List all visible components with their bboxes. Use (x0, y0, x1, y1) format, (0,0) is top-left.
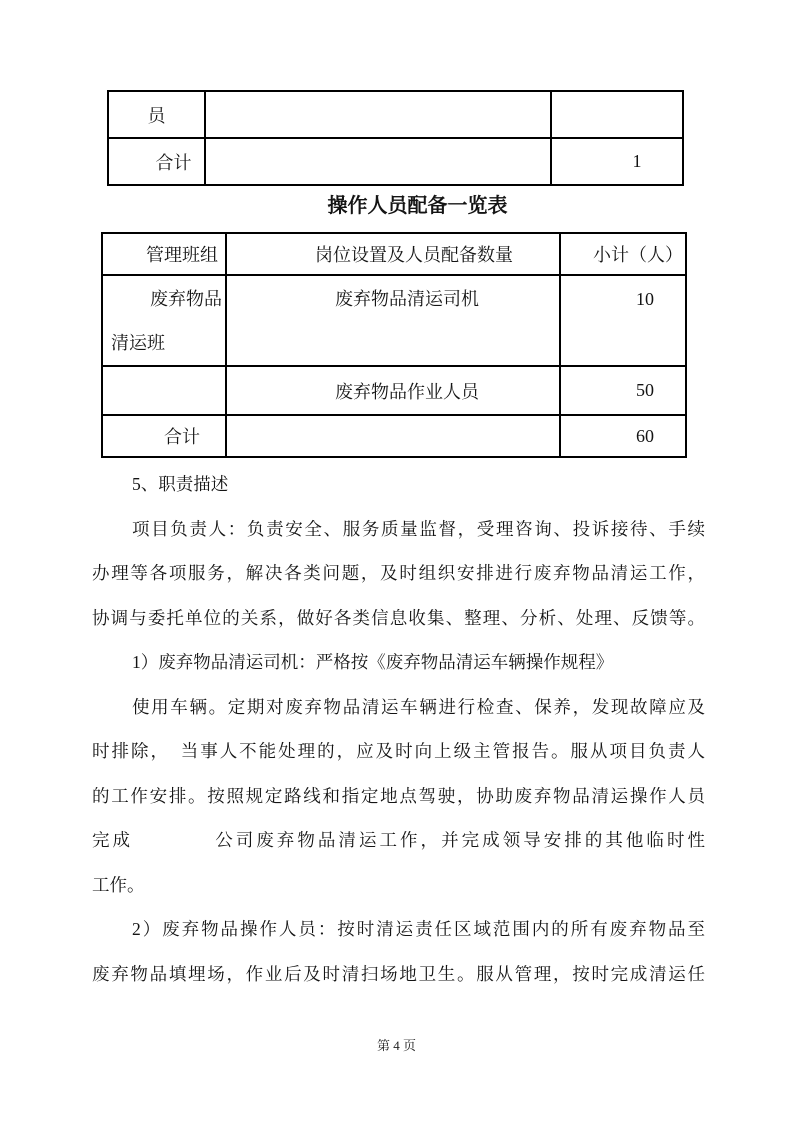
header-positions: 岗位设置及人员配备数量 (226, 233, 560, 275)
team-name-line-1: 废弃物品 (150, 289, 222, 309)
cell-count-worker: 50 (560, 366, 686, 415)
cell-total-empty (226, 415, 560, 457)
body-text (92, 462, 705, 996)
table-row (108, 138, 683, 185)
cell-total-detail (205, 138, 551, 185)
header-team: 管理班组 (102, 233, 226, 275)
table-row (102, 415, 686, 457)
paragraph-line: 2）废弃物品操作人员：按时清运责任区域范围内的所有废弃物品至 (132, 919, 705, 939)
cell-role-count (551, 91, 683, 138)
cell-role-label: 员 (108, 91, 205, 138)
paragraph-line: 的工作安排。按照规定路线和指定地点驾驶，协助废弃物品清运操作人员 (92, 785, 705, 806)
paragraph-line: 1）废弃物品清运司机：严格按《废弃物品清运车辆操作规程》 (132, 652, 614, 672)
cell-role-detail (205, 91, 551, 138)
page-number: 第 4 页 (376, 1038, 416, 1053)
table-row (102, 366, 686, 415)
paragraph-line: 完成 公司废弃物品清运工作，并完成领导安排的其他临时性 (92, 830, 705, 850)
management-staff-table (107, 90, 684, 186)
cell-total-label: 合计 (102, 415, 226, 457)
cell-count-driver: 10 (560, 275, 686, 366)
paragraph-line: 项目负责人：负责安全、服务质量监督，受理咨询、投诉接待、手续 (132, 518, 705, 539)
cell-total-count: 60 (560, 415, 686, 457)
cell-position-driver: 废弃物品清运司机 (226, 275, 560, 366)
heading-duties: 5、职责描述 (132, 474, 229, 494)
paragraph-line: 时排除， 当事人不能处理的，应及时向上级主管报告。服从项目负责人 (92, 741, 705, 761)
paragraph-line: 废弃物品填埋场，作业后及时清扫场地卫生。服从管理，按时完成清运任 (92, 963, 705, 984)
paragraph-line: 协调与委托单位的关系，做好各类信息收集、整理、分析、处理、反馈等。 (92, 607, 705, 628)
table-header-row (102, 233, 686, 275)
paragraph-line: 办理等各项服务，解决各类问题，及时组织安排进行废弃物品清运工作， (92, 563, 705, 583)
header-subtotal: 小计（人） (560, 233, 686, 275)
paragraph-line: 使用车辆。定期对废弃物品清运车辆进行检查、保养，发现故障应及 (132, 696, 705, 717)
table-row (102, 275, 686, 366)
cell-position-worker: 废弃物品作业人员 (226, 366, 560, 415)
team-name-line-2: 清运班 (111, 333, 165, 353)
cell-team-empty (102, 366, 226, 415)
operators-table-title: 操作人员配备一览表 (327, 195, 508, 217)
paragraph-line: 工作。 (92, 874, 145, 895)
cell-team-name (102, 275, 226, 366)
cell-total-label: 合计 (108, 138, 205, 185)
cell-total-count: 1 (551, 138, 683, 185)
table-row (108, 91, 683, 138)
operators-staff-table (101, 232, 687, 458)
